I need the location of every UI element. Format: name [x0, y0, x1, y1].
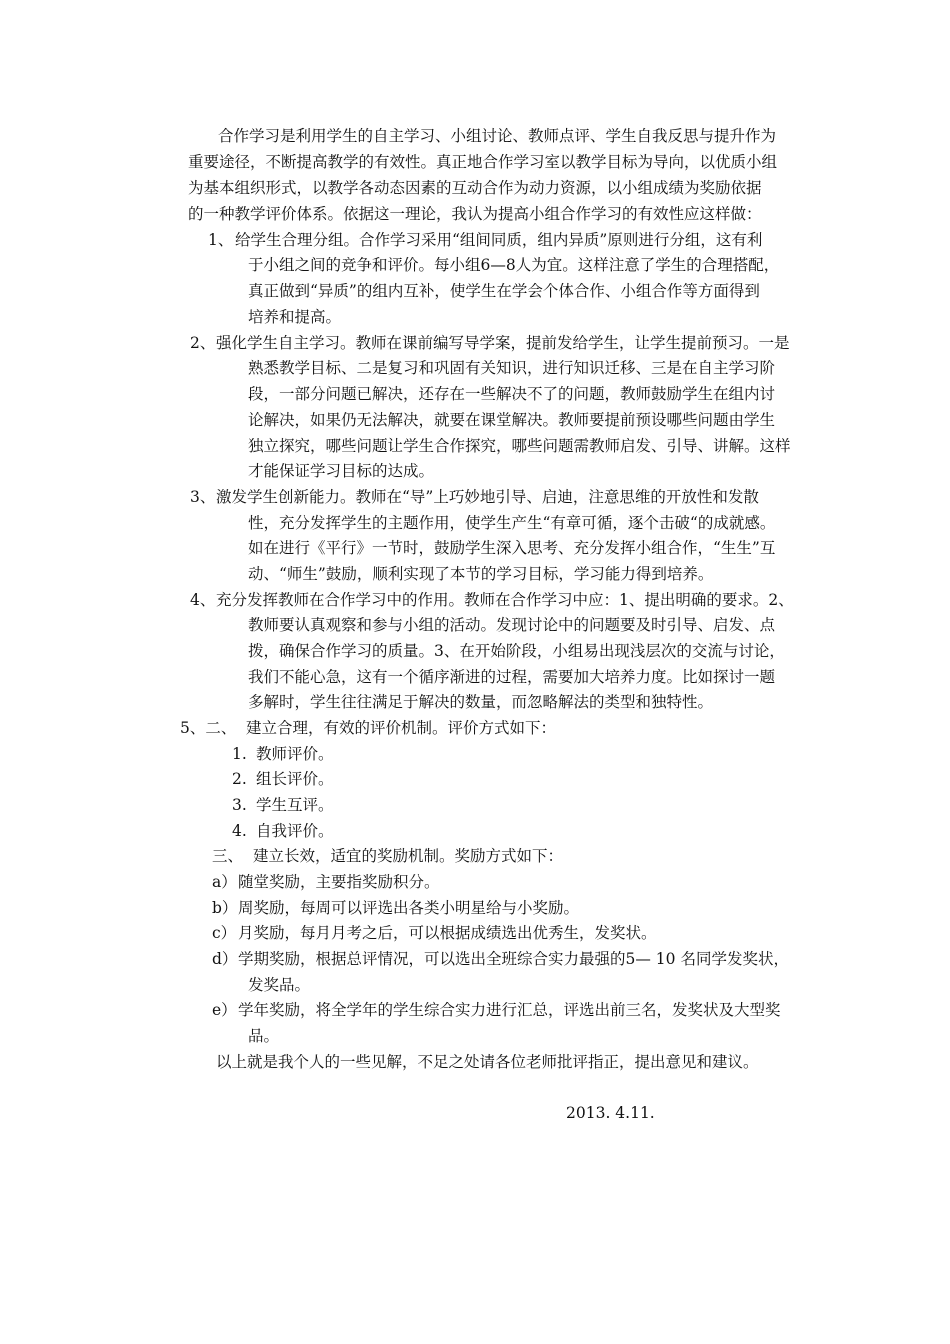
item-3-line-3: 如在进行《平行》一节时，鼓励学生深入思考、充分发挥小组合作，“生生”互: [248, 539, 776, 557]
reward-c-label: c）: [212, 924, 237, 942]
item-1-line-2: 于小组之间的竞争和评价。每小组6—8人为宜。这样注意了学生的合理搭配，: [248, 256, 780, 274]
item-3-line-1: 激发学生创新能力。教师在“导”上巧妙地引导、启迪，注意思维的开放性和发散: [216, 488, 759, 506]
reward-e-label: e）: [212, 1001, 237, 1019]
intro-line-3: 为基本组织形式，以教学各动态因素的互动合作为动力资源，以小组成绩为奖励依据: [188, 179, 762, 197]
eval-4-text: 自我评价。: [256, 822, 334, 840]
reward-b-label: b）: [212, 899, 238, 917]
item-2-line-3: 段，一部分问题已解决，还存在一些解决不了的问题，教师鼓励学生在组内讨: [248, 385, 776, 403]
date: 2013. 4.11.: [566, 1104, 655, 1122]
item-3-line-2: 性，充分发挥学生的主题作用，使学生产生“有章可循，逐个击破“的成就感。: [248, 514, 776, 532]
eval-2-text: 组长评价。: [256, 770, 334, 788]
item-4-line-4: 我们不能心急，这有一个循序渐进的过程，需要加大培养力度。比如探讨一题: [248, 668, 776, 686]
intro-line-1: 合作学习是利用学生的自主学习、小组讨论、教师点评、学生自我反思与提升作为: [218, 127, 777, 145]
item-3-line-4: 动、“师生”鼓励，顺利实现了本节的学习目标，学习能力得到培养。: [248, 565, 714, 583]
item-2-line-1: 强化学生自主学习。教师在课前编写导学案，提前发给学生，让学生提前预习。一是: [216, 334, 790, 352]
item-1-number: 1、: [208, 231, 234, 249]
item-4-line-3: 拨，确保合作学习的质量。3、在开始阶段，小组易出现浅层次的交流与讨论，: [248, 642, 785, 660]
item-4-line-5: 多解时，学生往往满足于解决的数量，而忽略解法的类型和独特性。: [248, 693, 714, 711]
intro-line-2: 重要途径，不断提高教学的有效性。真正地合作学习室以教学目标为导向，以优质小组: [188, 153, 778, 171]
reward-a-label: a）: [212, 873, 237, 891]
item-4-line-2: 教师要认真观察和参与小组的活动。发现讨论中的问题要及时引导、启发、点: [248, 616, 776, 634]
eval-2-number: 2.: [232, 770, 247, 788]
reward-c-text: 月奖励，每月月考之后，可以根据成绩选出优秀生，发奖状。: [238, 924, 657, 942]
item-2-number: 2、: [190, 334, 216, 352]
eval-3-text: 学生互评。: [256, 796, 334, 814]
intro-line-4: 的一种教学评价体系。依据这一理论，我认为提高小组合作学习的有效性应这样做：: [188, 205, 762, 223]
item-2-line-6: 才能保证学习目标的达成。: [248, 462, 435, 480]
reward-b-text: 周奖励，每周可以评选出各类小明星给与小奖励。: [238, 899, 580, 917]
reward-a-text: 随堂奖励，主要指奖励积分。: [238, 873, 440, 891]
reward-e-text-1: 学年奖励，将全学年的学生综合实力进行汇总，评选出前三名，发奖状及大型奖: [238, 1001, 781, 1019]
eval-1-text: 教师评价。: [256, 745, 334, 763]
conclusion-text: 以上就是我个人的一些见解，不足之处请各位老师批评指正，提出意见和建议。: [216, 1053, 759, 1071]
section-2-heading: 建立合理，有效的评价机制。评价方式如下：: [246, 719, 557, 737]
reward-d-text-1: 学期奖励，根据总评情况，可以选出全班综合实力最强的5— 10 名同学发奖状，: [238, 950, 789, 968]
reward-d-label: d）: [212, 950, 238, 968]
reward-d-text-2: 发奖品。: [248, 976, 311, 994]
section-3-number: 三、: [212, 847, 244, 865]
item-3-number: 3、: [190, 488, 216, 506]
eval-1-number: 1.: [232, 745, 247, 763]
item-2-line-4: 论解决，如果仍无法解决，就要在课堂解决。教师要提前预设哪些问题由学生: [248, 411, 776, 429]
item-1-line-3: 真正做到“异质”的组内互补，使学生在学会个体合作、小组合作等方面得到: [248, 282, 760, 300]
reward-e-text-2: 品。: [248, 1027, 280, 1045]
item-4-line-1: 充分发挥教师在合作学习中的作用。教师在合作学习中应：1、提出明确的要求。2、: [216, 591, 794, 609]
item-4-number: 4、: [190, 591, 216, 609]
section-2-number: 5、二、: [180, 719, 237, 737]
item-1-line-1: 给学生合理分组。合作学习采用“组间同质，组内异质”原则进行分组，这有利: [235, 231, 763, 249]
section-3-heading: 建立长效，适宜的奖励机制。奖励方式如下：: [253, 847, 564, 865]
eval-3-number: 3.: [232, 796, 247, 814]
item-1-line-4: 培养和提高。: [248, 308, 342, 326]
item-2-line-2: 熟悉教学目标、二是复习和巩固有关知识，进行知识迁移、三是在自主学习阶: [248, 359, 776, 377]
item-2-line-5: 独立探究，哪些问题让学生合作探究，哪些问题需教师启发、引导、讲解。这样: [248, 437, 791, 455]
eval-4-number: 4.: [232, 822, 247, 840]
